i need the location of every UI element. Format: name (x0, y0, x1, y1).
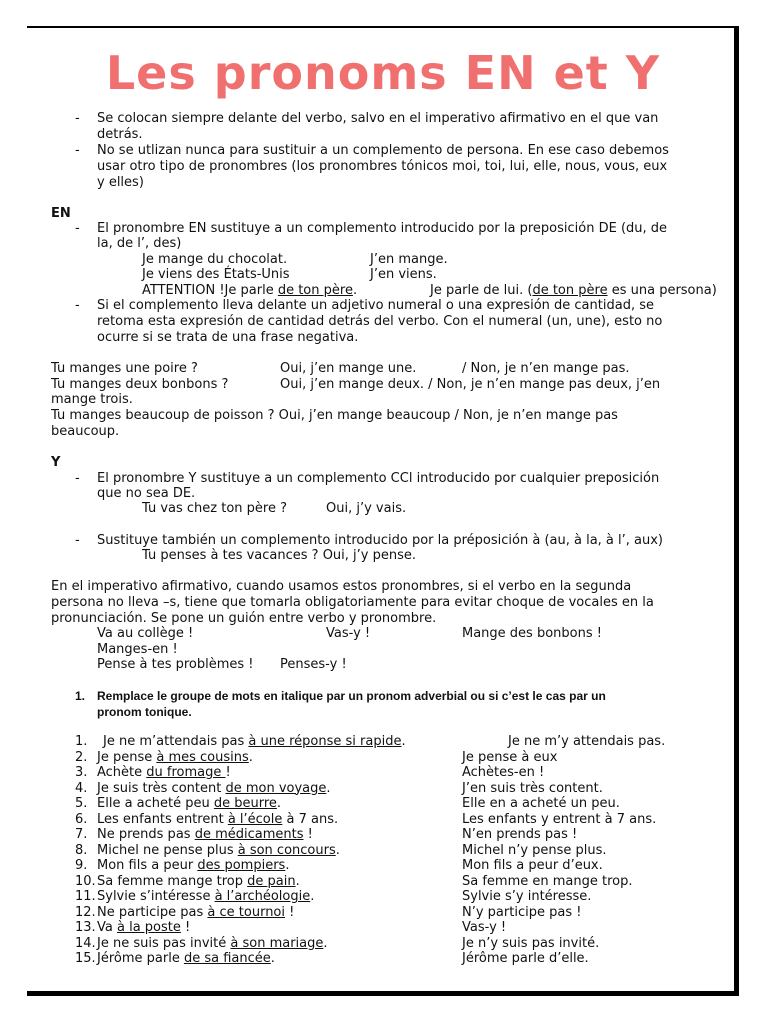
exercise-item-sentence (97, 889, 314, 905)
exercise-item-number: 10. (75, 873, 96, 889)
underlined-phrase: de mon voyage (225, 780, 327, 796)
underlined-phrase: des pompiers (197, 858, 286, 873)
exercise-item-sentence (97, 874, 300, 890)
sentence-text: ! (285, 904, 295, 920)
underlined-phrase: à son mariage (230, 935, 324, 951)
exercise-item-sentence (97, 843, 340, 859)
exercise-item-sentence (97, 796, 281, 812)
en-bullet-2-line-2: retoma esta expresión de cantidad detrás del verbo. Con el numeral (un, une), esto no (97, 314, 663, 329)
en-example-2: Je viens des États-Unis (142, 267, 290, 282)
sentence-text: Michel ne pense plus (97, 842, 238, 858)
underlined-phrase: de sa fiancée (183, 951, 271, 966)
underlined-phrase: de pain (247, 873, 296, 889)
imperative-example-2-answer: Manges-en ! (97, 642, 178, 657)
sentence-text: Jérôme parle (97, 951, 184, 966)
sentence-text: Ne participe pas (97, 904, 208, 920)
bullet-dash: - (75, 221, 80, 236)
en-heading: EN (51, 206, 71, 221)
sentence-text: Mon fils a peur (97, 858, 198, 873)
exercise-item-answer: Les enfants y entrent à 7 ans. (462, 811, 657, 827)
exercise-item-answer: Sa femme en mange trop. (462, 873, 633, 889)
en-answer-2-cont: mange trois. (51, 392, 133, 407)
en-question-3: Tu manges beaucoup de poisson ? Oui, j’en mange beaucoup / Non, je n’en mange pas (51, 408, 618, 423)
bullet-dash: - (75, 471, 80, 486)
en-question-3-cont: beaucoup. (51, 424, 120, 439)
sentence-text: . (401, 734, 406, 749)
en-answer-1-no: / Non, je n’en mange pas. (462, 361, 630, 376)
exercise-item-number: 6. (75, 811, 88, 827)
sentence-text: Ne prends pas (97, 827, 195, 842)
exercise-item-sentence (97, 750, 253, 766)
sentence-text: . (248, 749, 253, 765)
exercise-item-number: 8. (75, 842, 88, 858)
bullet-dash: - (75, 533, 80, 548)
en-bullet-1-line-1: El pronombre EN sustituye a un complemento introducido por la preposición DE (du, de (97, 221, 668, 236)
y-heading: Y (51, 455, 61, 470)
exercise-item-sentence (103, 734, 406, 750)
exercise-item-sentence (97, 812, 338, 828)
exercise-item-answer: Je pense à eux (462, 749, 558, 765)
exercise-item-answer: J’en suis très content. (462, 780, 603, 796)
en-bullet-2-line-3: ocurre si se trata de una frase negativa. (97, 330, 359, 345)
exercise-item-number: 4. (75, 780, 88, 796)
exercise-item-number: 13. (75, 920, 96, 935)
exercise-item-answer: Achètes-en ! (462, 765, 545, 780)
y-bullet-2: Sustituye también un complemento introducido por la préposición à (au, à la, à l’, aux) (97, 533, 664, 548)
exercise-item-sentence (97, 781, 331, 797)
underlined-phrase: à l’école (227, 811, 283, 827)
exercise-instruction-line-2: pronom tonique. (97, 705, 192, 719)
sentence-text: à 7 ans. (282, 811, 339, 827)
underlined-phrase: à mes cousins (156, 749, 249, 765)
exercise-item-answer: Sylvie s’y intéresse. (462, 889, 592, 904)
exercise-item-answer: Jérôme parle d’elle. (462, 951, 589, 966)
bullet-dash: - (75, 111, 80, 126)
exercise-item-answer: Elle en a acheté un peu. (462, 796, 620, 811)
exercise-item-number: 2. (75, 749, 88, 765)
exercise-item-sentence (97, 951, 275, 967)
underlined-phrase: du fromage (146, 765, 226, 780)
imperative-line-2: persona no lleva –s, tiene que tomarla obligatoriamente para evitar choque de vocales en la (51, 595, 654, 610)
bullet-dash: - (75, 143, 80, 158)
sentence-text: . (310, 889, 315, 904)
sentence-text: Je suis très content (97, 780, 226, 796)
exercise-item-number: 1. (75, 734, 88, 749)
y-example-1: Tu vas chez ton père ? (142, 501, 288, 516)
sentence-text: Je ne suis pas invité (97, 935, 231, 951)
underlined-phrase: à son concours (237, 842, 336, 858)
exercise-item-number: 7. (75, 827, 88, 842)
sentence-text: ! (180, 920, 191, 935)
sentence-text: Elle a acheté peu (97, 796, 214, 811)
sentence-text: Sylvie s’intéresse (97, 889, 215, 904)
sentence-text: . (335, 842, 340, 858)
sentence-text: Sa femme mange trop (97, 873, 248, 889)
sentence-text: . (323, 935, 328, 951)
exercise-item-sentence (97, 827, 313, 843)
attention-note-answer: Je parle de lui. (de ton père es una persona) (430, 283, 717, 298)
attention-note: ATTENTION !Je parle de ton père. (142, 283, 358, 298)
bullet-dash: - (75, 298, 80, 313)
imperative-example-1-answer: Vas-y ! (326, 626, 371, 641)
exercise-number: 1. (75, 689, 86, 703)
exercise-item-answer: N’y participe pas ! (462, 904, 582, 920)
intro-bullet-2-line-1: No se utlizan nunca para sustituir a un complemento de persona. En ese caso debemos (97, 143, 669, 158)
en-answer-2: Oui, j’en mange deux. / Non, je n’en mange pas deux, j’en (280, 377, 661, 392)
en-answer-1-yes: Oui, j’en mange une. (280, 361, 417, 376)
title-box (27, 26, 739, 108)
en-example-1-answer: J’en mange. (370, 252, 448, 267)
sentence-text: Achète (97, 765, 147, 780)
imperative-example-2: Mange des bonbons ! (462, 626, 602, 641)
exercise-item-number: 9. (75, 858, 88, 873)
intro-bullet-2-line-3: y elles) (97, 175, 144, 190)
sentence-text: . (276, 796, 282, 811)
underlined-phrase: à ce tournoi (207, 904, 285, 920)
en-bullet-1-line-2: la, de l’, des) (97, 236, 182, 251)
imperative-example-3: Pense à tes problèmes ! (97, 657, 254, 672)
exercise-item-sentence (97, 765, 231, 781)
exercise-item-number: 12. (75, 904, 96, 920)
sentence-text: . (285, 858, 290, 873)
exercise-item-answer: Mon fils a peur d’eux. (462, 858, 603, 873)
en-question-1: Tu manges une poire ? (51, 361, 198, 376)
exercise-item-answer: Vas-y ! (462, 920, 507, 935)
sentence-text: Je pense (97, 749, 157, 765)
imperative-line-1: En el imperativo afirmativo, cuando usamos estos pronombres, si el verbo en la segunda (51, 579, 632, 594)
y-bullet-1-line-1: El pronombre Y sustituye a un complemento CCl introducido por cualquier preposición (97, 471, 660, 486)
underlined-phrase: de médicaments (194, 827, 304, 842)
en-example-1: Je mange du chocolat. (142, 252, 288, 267)
exercise-item-answer: Je ne m’y attendais pas. (508, 734, 666, 749)
underlined-phrase: de beurre (213, 796, 277, 811)
underlined-phrase: à l’archéologie (214, 889, 311, 904)
exercise-item-number: 3. (75, 765, 88, 780)
intro-bullet-1-line-1: Se colocan siempre delante del verbo, salvo en el imperativo afirmativo en el que van (97, 111, 659, 126)
intro-bullet-1-line-2: detrás. (97, 127, 143, 142)
exercise-item-answer: Je n’y suis pas invité. (462, 935, 600, 951)
y-example-1-answer: Oui, j’y vais. (326, 501, 407, 516)
exercise-item-sentence (97, 936, 328, 952)
y-example-2: Tu penses à tes vacances ? Oui, j’y pense. (142, 548, 417, 563)
exercise-instruction-line-1: Remplace le groupe de mots en italique par un pronom adverbial ou si c’est le cas par un (97, 689, 606, 703)
sentence-text: . (295, 873, 300, 889)
exercise-item-sentence (97, 905, 294, 921)
sentence-text: ! (225, 765, 231, 780)
sentence-text: Va (97, 920, 117, 935)
page-title: Les pronoms EN et Y (105, 46, 661, 100)
imperative-line-3: pronunciación. Se pone un guión entre verbo y pronombre. (51, 611, 437, 626)
underlined-phrase: à une réponse si rapide (248, 734, 402, 749)
exercise-item-sentence (97, 920, 190, 936)
sentence-text: . (326, 780, 331, 796)
en-bullet-2-line-1: Si el complemento lleva delante un adjetivo numeral o una expresión de cantidad, se (97, 298, 654, 313)
exercise-item-number: 15. (75, 951, 96, 966)
sentence-text: Les enfants entrent (97, 811, 228, 827)
exercise-item-number: 14. (75, 935, 96, 951)
exercise-item-answer: N’en prends pas ! (462, 827, 578, 842)
imperative-example-3-answer: Penses-y ! (280, 657, 347, 672)
intro-bullet-2-line-2: usar otro tipo de pronombres (los pronombres tónicos moi, toi, lui, elle, nous, vous, eux (97, 159, 668, 174)
sentence-text: ! (303, 827, 313, 842)
imperative-example-1: Va au collège ! (97, 626, 194, 641)
exercise-item-number: 5. (75, 796, 88, 811)
y-bullet-1-line-2: que no sea DE. (97, 486, 196, 501)
exercise-item-number: 11. (75, 889, 96, 904)
sentence-text: . (270, 951, 275, 966)
en-question-2: Tu manges deux bonbons ? (51, 377, 229, 392)
underlined-phrase: à la poste (116, 920, 181, 935)
exercise-item-answer: Michel n’y pense plus. (462, 842, 607, 858)
sentence-text: Je ne m’attendais pas (103, 734, 249, 749)
en-example-2-answer: J’en viens. (370, 267, 437, 282)
exercise-item-sentence (97, 858, 289, 874)
